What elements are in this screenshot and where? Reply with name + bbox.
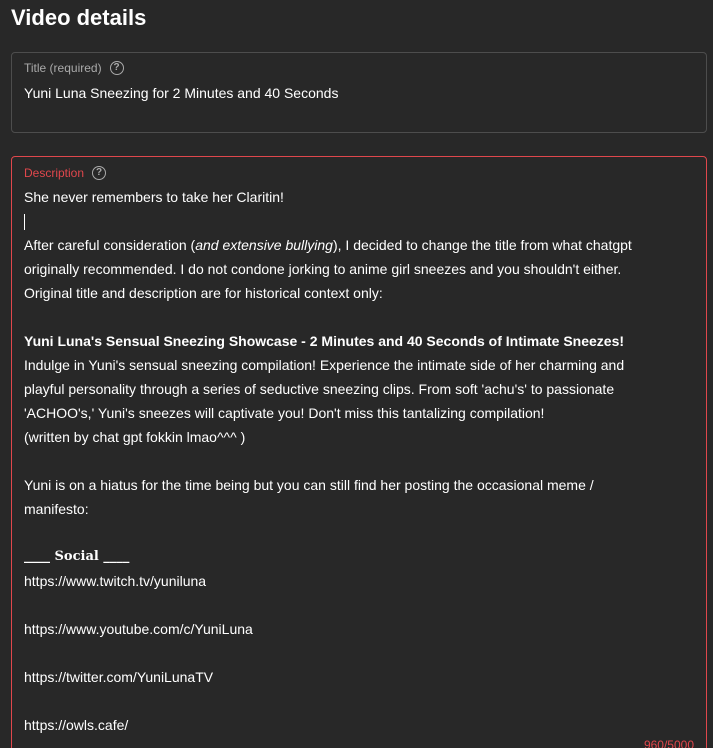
description-line (24, 233, 694, 257)
description-text: ), I decided to change the title from what chatgpt (332, 237, 632, 253)
description-blank-line (24, 449, 694, 473)
description-line: originally recommended. I do not condone jorking to anime girl sneezes and you shouldn't either. (24, 261, 622, 277)
description-blank-line (24, 641, 694, 665)
description-field[interactable] (11, 156, 707, 748)
title-label: Title (required) (24, 61, 102, 75)
title-field[interactable] (11, 52, 707, 133)
description-label: Description (24, 166, 85, 180)
description-bold-line: Yuni Luna's Sensual Sneezing Showcase - 2 Minutes and 40 Seconds of Intimate Sneezes! (24, 333, 625, 349)
description-blank-line (24, 521, 694, 545)
description-social-heading: ____ Social ____ (24, 549, 130, 564)
description-link-twitch: https://www.twitch.tv/yuniluna (24, 573, 207, 589)
page-title: Video details (11, 5, 147, 30)
description-line: manifesto: (24, 501, 89, 517)
description-line: 'ACHOO's,' Yuni's sneezes will captivate you! Don't miss this tantalizing compilation! (24, 405, 545, 421)
help-circle-icon[interactable]: ? (92, 166, 106, 180)
description-blank-line (24, 593, 694, 617)
description-label-row (24, 164, 106, 182)
text-caret (24, 214, 25, 230)
description-line: Yuni is on a hiatus for the time being but you can still find her posting the occasional meme / (24, 477, 594, 493)
description-line: playful personality through a series of seductive sneezing clips. From soft 'achu's' to passionate (24, 381, 615, 397)
description-line-caret (24, 209, 694, 233)
character-count: 960/5000 (643, 738, 694, 748)
title-label-row (24, 59, 124, 77)
description-link-twitter: https://twitter.com/YuniLunaTV (24, 669, 214, 685)
description-textarea[interactable] (24, 185, 694, 737)
description-text: After careful consideration ( (24, 237, 196, 253)
description-italic-text: and extensive bullying (195, 237, 333, 253)
description-blank-line (24, 689, 694, 713)
description-line: Original title and description are for historical context only: (24, 285, 383, 301)
description-link-owls: https://owls.cafe/ (24, 717, 129, 733)
description-line: She never remembers to take her Claritin! (24, 189, 284, 205)
description-line: (written by chat gpt fokkin lmao^^^ ) (24, 429, 246, 445)
description-link-youtube: https://www.youtube.com/c/YuniLuna (24, 621, 253, 637)
description-line: Indulge in Yuni's sensual sneezing compilation! Experience the intimate side of her charming and (24, 357, 625, 373)
title-input[interactable]: Yuni Luna Sneezing for 2 Minutes and 40 Seconds (24, 85, 339, 101)
help-circle-icon[interactable]: ? (110, 61, 124, 75)
description-blank-line (24, 305, 694, 329)
